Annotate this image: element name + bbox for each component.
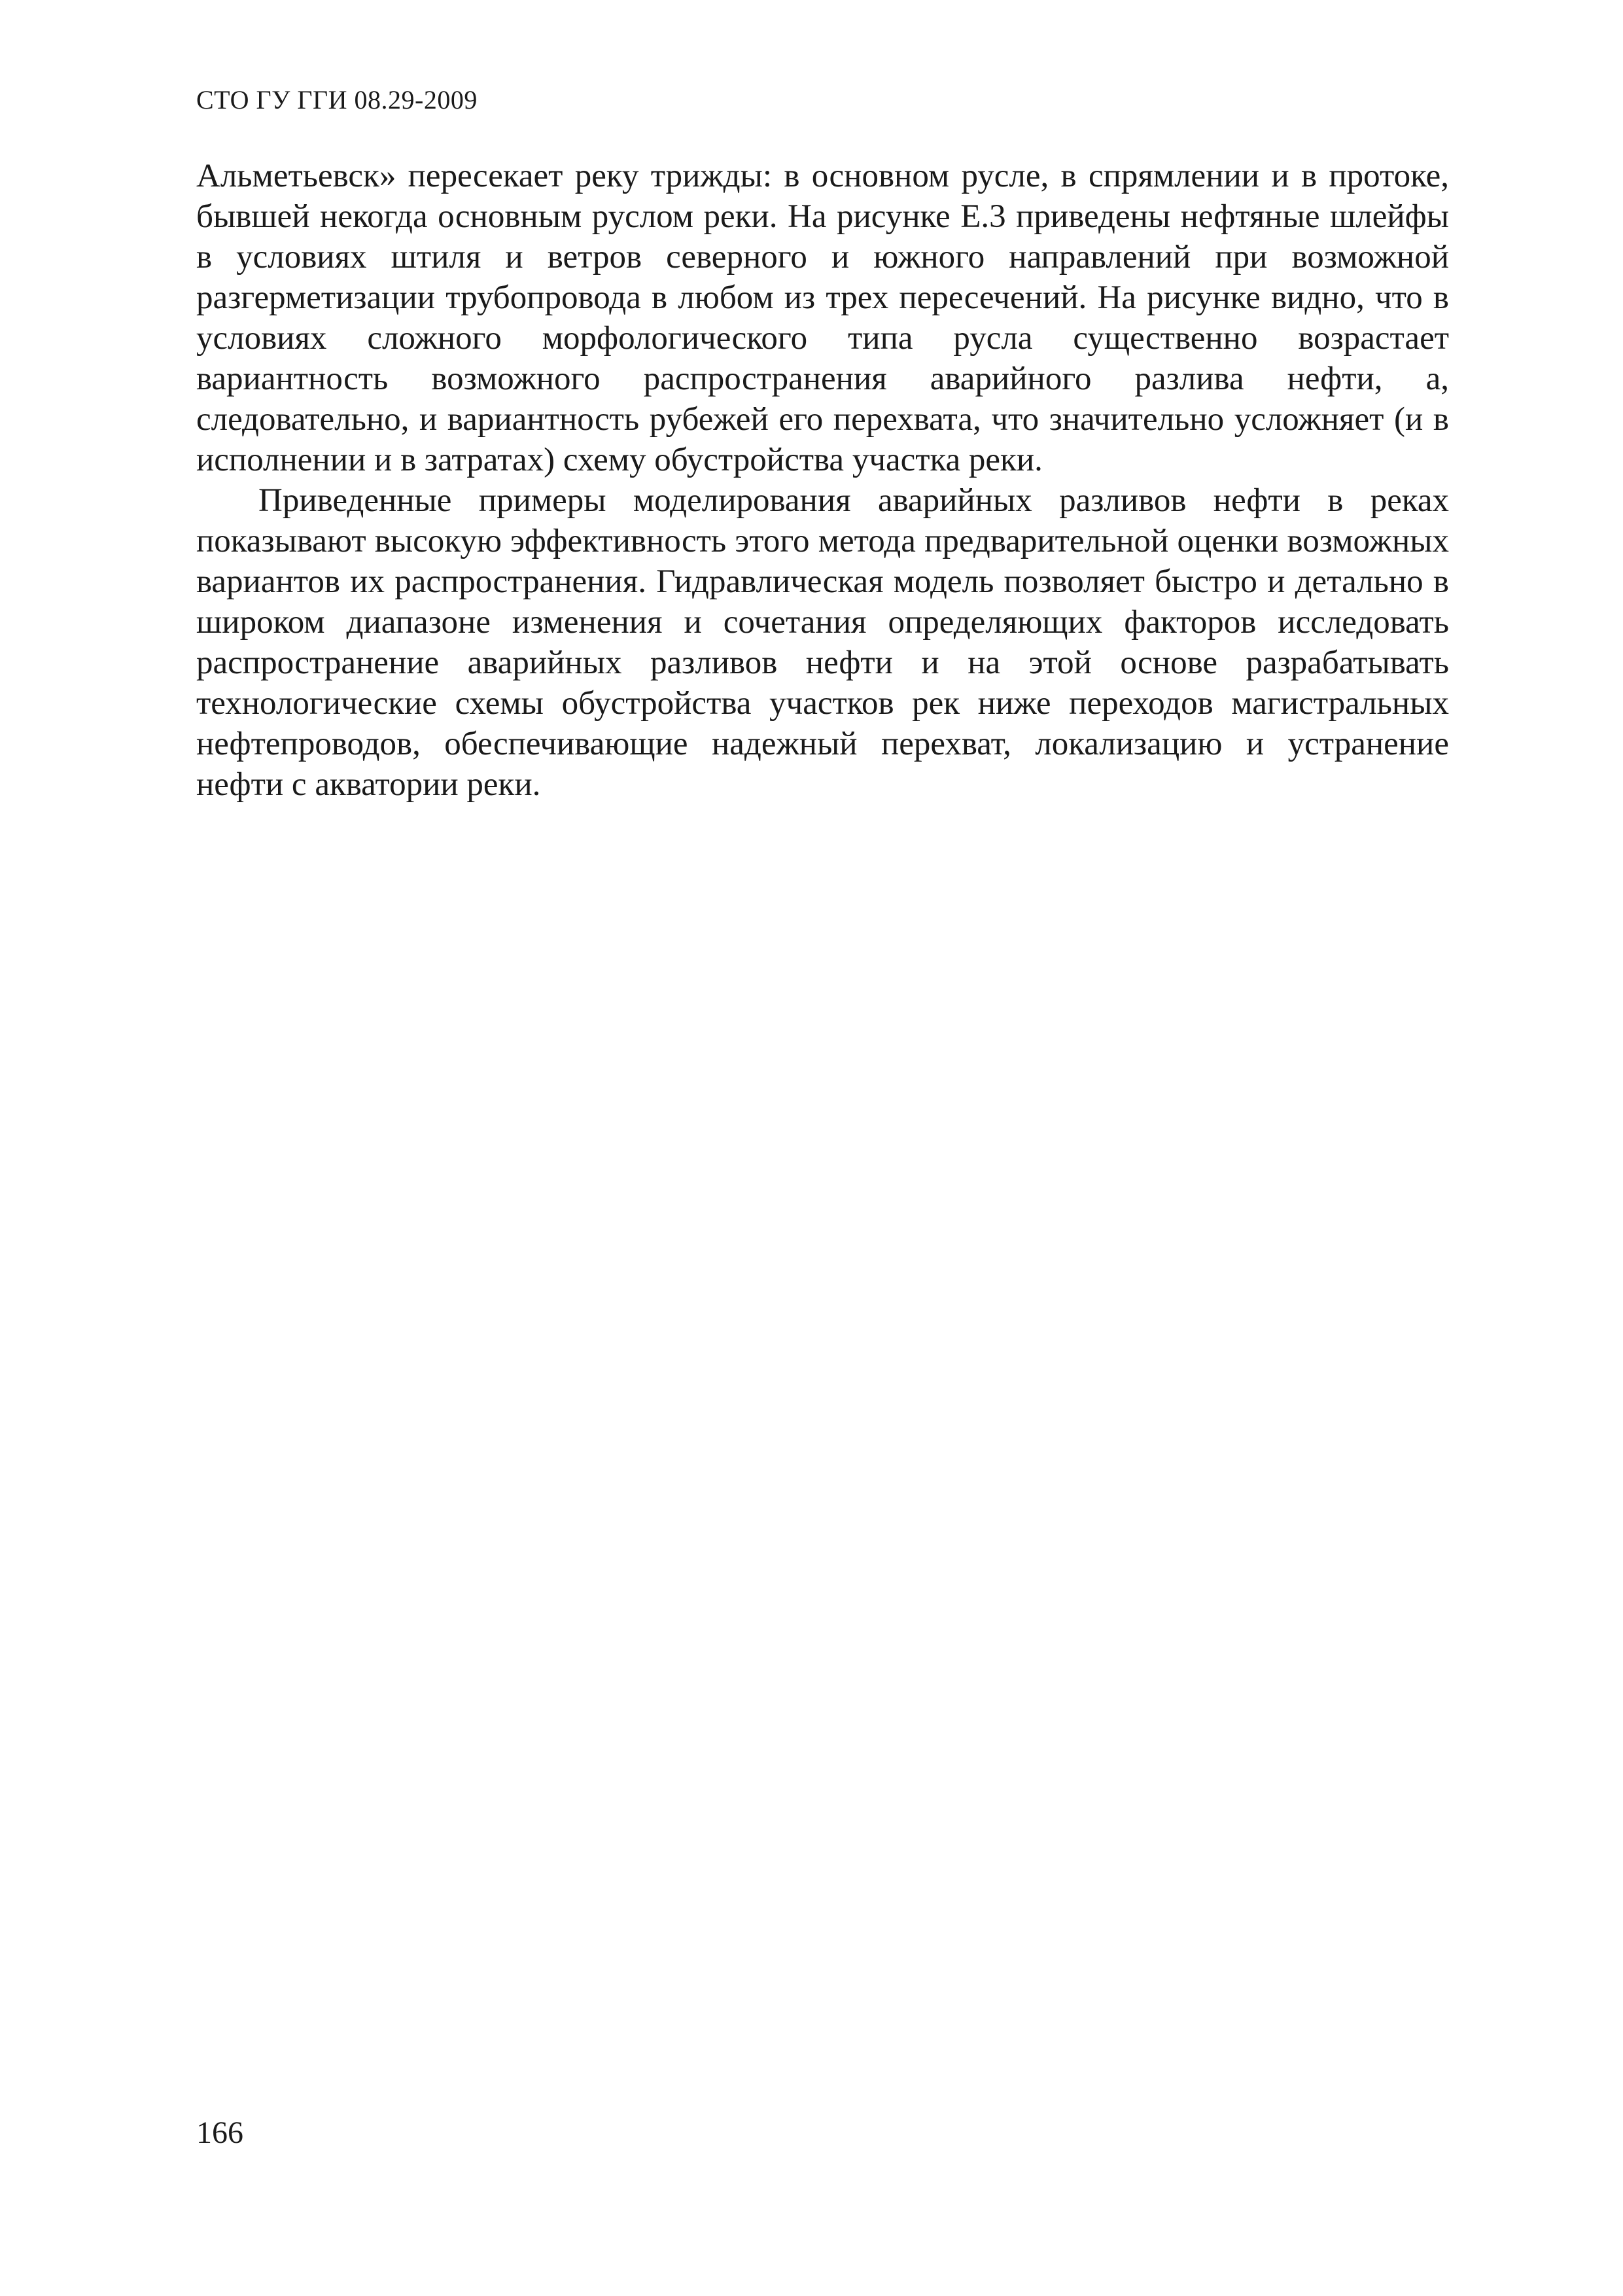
paragraph-continuation: Альметьевск» пересекает реку трижды: в основном русле, в спрямлении и в протоке, бывшей некогда основным руслом реки. На рисунке Е.3 приведены нефтяные шлейфы в условиях штиля и ветров северного и южного направлений при возможной разгерметизации трубопровода в любом из трех пересечений. На рисунке видно, что в условиях сложного морфологического типа русла существенно возрастает вариантность возможного распространения аварийного разлива нефти, а, следовательно, и вариантность рубежей его перехвата, что значительно усложняет (и в исполнении и в затратах) схему обустройства участка реки. (196, 158, 1449, 478)
body-text (196, 156, 1449, 805)
page-number: 166 (196, 2115, 243, 2150)
paragraph-conclusion: Приведенные примеры моделирования аварийных разливов нефти в реках показывают высокую эффективность этого метода предварительной оценки возможных вариантов их распространения. Гидравлическая модель позволяет быстро и детально в широком диапазоне изменения и сочетания определяющих факторов исследовать распространение аварийных разливов нефти и на этой основе разрабатывать технологические схемы обустройства участков рек ниже переходов магистральных нефтепроводов, обеспечивающие надежный перехват, локализацию и устранение нефти с акватории реки. (196, 482, 1449, 803)
running-header: СТО ГУ ГГИ 08.29-2009 (196, 85, 478, 115)
